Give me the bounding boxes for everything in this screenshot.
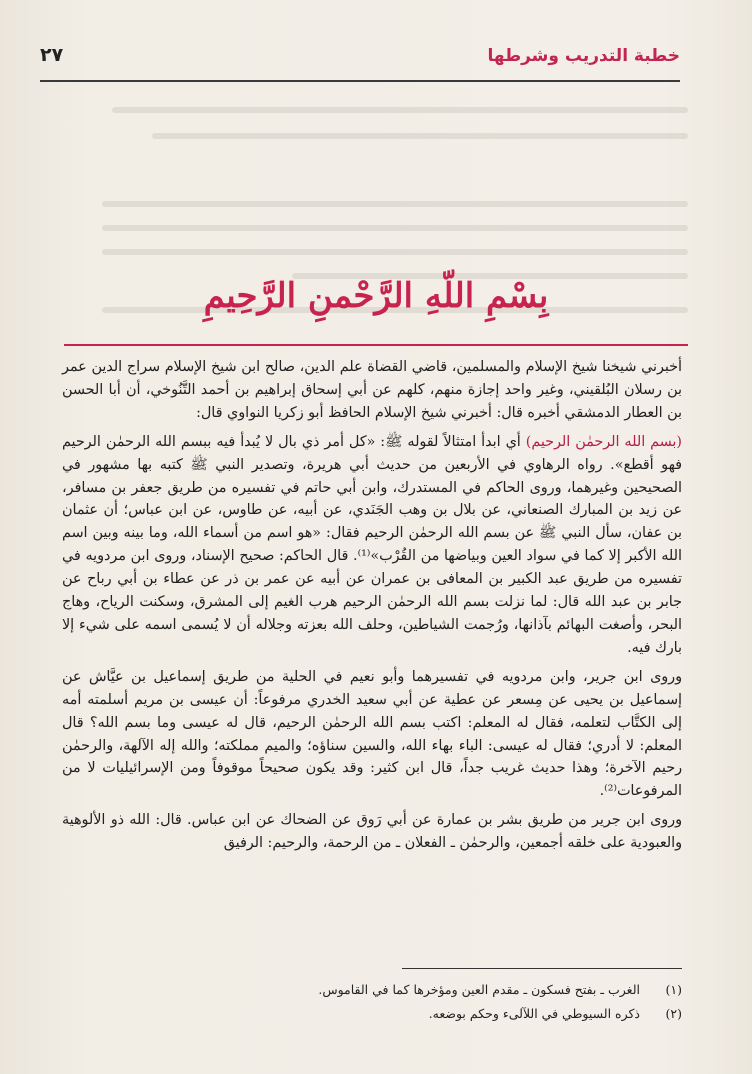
paragraph-4 — [62, 809, 682, 855]
page-header — [40, 44, 680, 82]
footnote-2 — [62, 1002, 682, 1026]
footnote-text: الغرب ـ بفتح فسكون ـ مقدم العين ومؤخرها كما في القاموس. — [318, 982, 640, 997]
footnote-number: (١) — [665, 982, 682, 997]
running-title: خطبة التدريب وشرطها — [487, 46, 680, 66]
footnotes — [62, 978, 682, 1026]
main-text — [62, 356, 682, 861]
paragraph-3 — [62, 666, 682, 803]
page-number: ٢٧ — [40, 44, 64, 66]
footnote-text: ذكره السيوطي في اللآلىء وحكم بوضعه. — [428, 1006, 640, 1021]
paragraph-lead: (بسم الله الرحمٰن الرحيم) — [525, 433, 682, 450]
paragraph-text: أخبرني شيخنا شيخ الإسلام والمسلمين، قاضي القضاة علم الدين، صالح ابن شيخ الإسلام سراج الدين عمر بن رسلان البُلقيني، وغير واحد إجازة منهم، كلهم عن أبي إسحاق إبراهيم بن أحمد التَّنُوخي، أن أبا الحسن بن العطار الدمشقي أخبره قال: أخبرني شيخ الإسلام الحافظ أبو زكريا النواوي قال: — [62, 359, 682, 421]
footnote-number: (٢) — [665, 1006, 682, 1021]
paragraph-2 — [62, 431, 682, 660]
footnote-1 — [62, 978, 682, 1002]
paragraph-text: أي ابدأ امتثالاً لقوله ﷺ: «كل أمر ذي بال لا يُبدأ فيه ببسم الله الرحمٰن الرحيم فهو أقطع». رواه الرهاوي في الأربعين من حديث أبي هريرة، وتصدير النبي ﷺ كتبه بها مشهور في الصحيحين وغيرهما، وروى الحاكم في المستدرك، وابن أبي حاتم في تفسيره من طريق جعفر بن مسافر، عن زيد بن المبارك الصنعاني، عن بلال بن وهب الجَنَدي، عن أبيه، عن طاوس، عن ابن عباس؛ أن عثمان بن عفان، سأل النبي ﷺ عن بسم الله الرحمٰن الرحيم فقال: «هو اسم من أسماء الله، وما بينه وبين اسم الله الأكبر إلا كما في سواد العين وبياضها من القُرْب»⁽¹⁾. قال الحاكم: صحيح الإسناد، وروى ابن مردويه في تفسيره من طريق عبد الكبير بن المعافى بن عمران عن أبيه عن عمر بن ذر عن عطاء بن أبي رباح عن جابر بن عبد الله قال: لما نزلت بسم الله الرحمٰن الرحيم هرب الغيم إلى المشرق، وسكنت الرياح، وهاج البحر، وأصغت البهائم بآذانها، ورُجمت الشياطين، وحلف الله بعزته وجلاله أن لا يُسمى اسمه على شيء إلا بارك فيه. — [62, 433, 682, 656]
paragraph-text: وروى ابن جرير من طريق بشر بن عمارة عن أبي رَوق عن الضحاك عن ابن عباس. قال: الله ذو الألوهية والعبودية على خلقه أجمعين، والرحمٰن ـ الفعلان ـ من الرحمة، والرحيم: الرفيق — [62, 812, 682, 852]
paragraph-1 — [62, 356, 682, 425]
paragraph-text: وروى ابن جرير، وابن مردويه في تفسيرهما وأبو نعيم في الحلية من طريق إسماعيل بن عيَّاش عن إسماعيل بن يحيى عن مِسعر عن عطية عن أبي سعيد الخدري مرفوعاً: أن عيسى بن مريم أسلمته أمه إلى الكتَّاب لتعلمه، فقال له المعلم: اكتب بسم الله الرحمٰن الرحيم، قال له عيسى وما بسم الله؟ قال المعلم: لا أدري؛ فقال له عيسى: الباء بهاء الله، والسين سناؤه؛ والميم مملكته؛ والله إله الآلهة، والرحمٰن رحيم الآخرة؛ وهذا حديث غريب جداً، قال ابن كثير: وقد يكون صحيحاً موقوفاً ومن الإسرائيليات لا من المرفوعات⁽²⁾. — [62, 668, 682, 800]
heading-divider — [64, 344, 688, 346]
footnote-divider — [402, 968, 682, 969]
basmala-heading: بِسْمِ اللّهِ الرَّحْمنِ الرَّحِيمِ — [203, 276, 549, 316]
